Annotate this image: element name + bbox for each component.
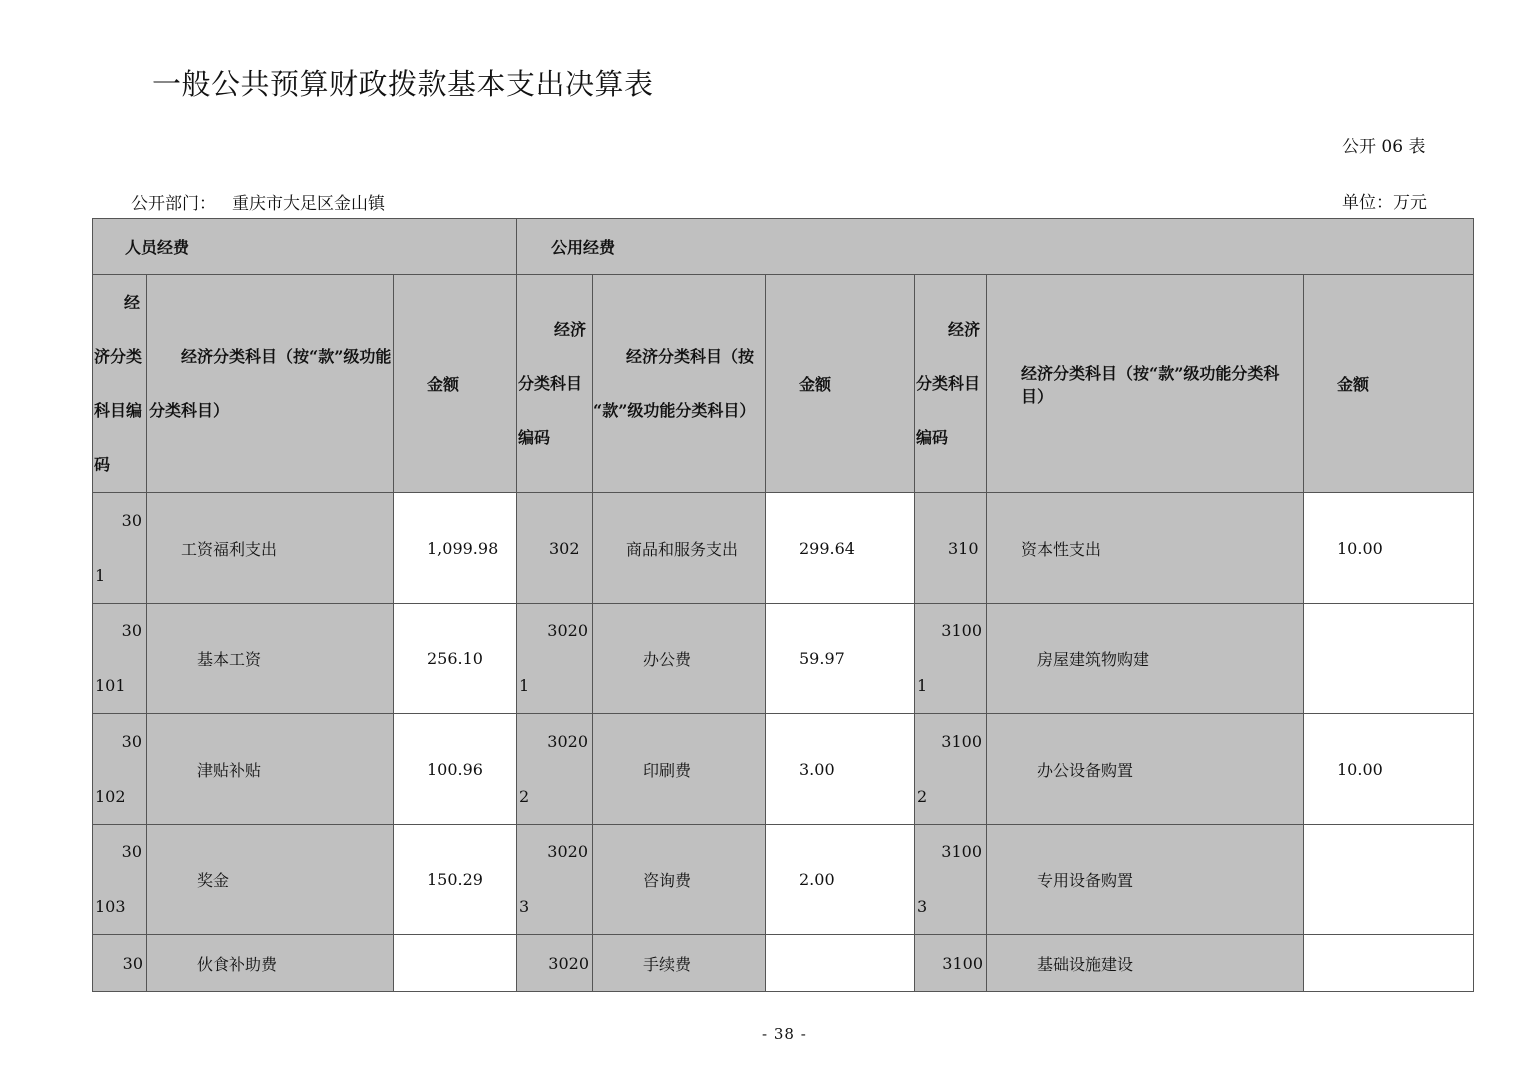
header-name-goods-line: 经济分类科目（按 xyxy=(626,347,755,366)
header-name-goods-line: “款”级功能分类科目） xyxy=(593,401,756,420)
personnel-name-cell: 工资福利支出 xyxy=(147,493,394,604)
header-code-capital-line: 经济 xyxy=(947,320,980,339)
code-line: 3020 xyxy=(547,842,588,862)
code-line: 3100 xyxy=(941,621,982,641)
page-title: 一般公共预算财政拨款基本支出决算表 xyxy=(152,67,654,101)
capital-amount-cell xyxy=(1304,604,1474,714)
code-line: 103 xyxy=(95,897,126,917)
personnel-code-cell xyxy=(93,604,147,714)
code-line: 3 xyxy=(519,897,530,917)
personnel-name-cell: 基本工资 xyxy=(147,604,394,714)
capital-name-cell: 基础设施建设 xyxy=(987,935,1304,992)
header-amount-capital: 金额 xyxy=(1304,275,1474,493)
capital-name-cell: 办公设备购置 xyxy=(987,714,1304,825)
personnel-name-cell: 奖金 xyxy=(147,825,394,935)
expenditure-table xyxy=(92,218,1474,992)
table-row xyxy=(93,714,1474,825)
header-code-goods-line: 编码 xyxy=(518,428,551,447)
personnel-amount-cell: 256.10 xyxy=(394,604,517,714)
personnel-amount-cell: 1,099.98 xyxy=(394,493,517,604)
code-line: 102 xyxy=(95,786,126,806)
header-name-capital: 经济分类科目（按“款”级功能分类科目） xyxy=(987,275,1304,493)
section-personnel: 人员经费 xyxy=(93,219,517,275)
code-line: 101 xyxy=(95,676,126,696)
section-header-row xyxy=(93,219,1474,275)
code-line: 2 xyxy=(519,786,530,806)
header-name-personnel-line: 分类科目） xyxy=(149,401,230,420)
code-line: 1 xyxy=(95,565,106,585)
header-amount-personnel: 金额 xyxy=(394,275,517,493)
capital-name-cell: 资本性支出 xyxy=(987,493,1304,604)
capital-name-cell: 专用设备购置 xyxy=(987,825,1304,935)
goods-amount-cell: 299.64 xyxy=(766,493,915,604)
code-line: 30 xyxy=(121,621,142,641)
header-code-personnel-line: 码 xyxy=(94,455,111,474)
table-row xyxy=(93,935,1474,992)
goods-name-cell: 印刷费 xyxy=(593,714,766,825)
personnel-amount-cell: 150.29 xyxy=(394,825,517,935)
personnel-code-cell: 30 xyxy=(93,935,147,992)
personnel-amount-cell: 100.96 xyxy=(394,714,517,825)
department-name: 重庆市大足区金山镇 xyxy=(232,194,385,214)
page-number: - 38 - xyxy=(762,1025,807,1043)
code-line: 3020 xyxy=(547,621,588,641)
capital-amount-cell xyxy=(1304,935,1474,992)
capital-amount-cell: 10.00 xyxy=(1304,714,1474,825)
personnel-amount-cell xyxy=(394,935,517,992)
capital-amount-cell: 10.00 xyxy=(1304,493,1474,604)
form-number: 公开 06 表 xyxy=(1342,137,1426,157)
header-name-personnel-line: 经济分类科目（按“款”级功能 xyxy=(181,347,392,366)
goods-amount-cell: 2.00 xyxy=(766,825,915,935)
goods-code-cell: 3020 xyxy=(517,935,593,992)
personnel-code-cell xyxy=(93,714,147,825)
goods-code-cell xyxy=(517,714,593,825)
personnel-code-cell xyxy=(93,493,147,604)
header-code-capital-line: 分类科目 xyxy=(916,374,981,393)
code-line: 30 xyxy=(121,510,142,530)
table-row xyxy=(93,493,1474,604)
personnel-name-cell: 伙食补助费 xyxy=(147,935,394,992)
header-code-personnel-line: 济分类 xyxy=(94,347,143,366)
department-label: 公开部门： xyxy=(131,194,216,214)
header-code-goods xyxy=(517,275,593,493)
capital-code-cell: 3100 xyxy=(915,935,987,992)
code-line: 2 xyxy=(917,786,928,806)
header-code-personnel-line: 经 xyxy=(123,293,140,312)
code-line: 3 xyxy=(917,897,928,917)
goods-code-cell xyxy=(517,825,593,935)
code-line: 30 xyxy=(121,731,142,751)
header-name-personnel xyxy=(147,275,394,493)
header-code-personnel xyxy=(93,275,147,493)
header-code-capital xyxy=(915,275,987,493)
capital-code-cell: 310 xyxy=(915,493,987,604)
goods-amount-cell xyxy=(766,935,915,992)
code-line: 3100 xyxy=(941,731,982,751)
department-line xyxy=(131,189,385,214)
code-line: 1 xyxy=(917,676,928,696)
goods-name-cell: 商品和服务支出 xyxy=(593,493,766,604)
personnel-name-cell: 津贴补贴 xyxy=(147,714,394,825)
header-code-capital-line: 编码 xyxy=(916,428,949,447)
code-line: 30 xyxy=(121,842,142,862)
unit-label: 单位：万元 xyxy=(1342,193,1427,213)
header-code-goods-line: 分类科目 xyxy=(518,374,583,393)
code-line: 1 xyxy=(519,676,530,696)
goods-amount-cell: 3.00 xyxy=(766,714,915,825)
header-code-personnel-line: 科目编 xyxy=(94,401,143,420)
capital-code-cell xyxy=(915,714,987,825)
capital-name-cell: 房屋建筑物购建 xyxy=(987,604,1304,714)
capital-amount-cell xyxy=(1304,825,1474,935)
goods-name-cell: 咨询费 xyxy=(593,825,766,935)
header-name-goods xyxy=(593,275,766,493)
table-row xyxy=(93,604,1474,714)
table-row xyxy=(93,825,1474,935)
goods-code-cell xyxy=(517,604,593,714)
capital-code-cell xyxy=(915,825,987,935)
goods-name-cell: 手续费 xyxy=(593,935,766,992)
capital-code-cell xyxy=(915,604,987,714)
code-line: 3020 xyxy=(547,731,588,751)
goods-name-cell: 办公费 xyxy=(593,604,766,714)
header-amount-goods: 金额 xyxy=(766,275,915,493)
personnel-code-cell xyxy=(93,825,147,935)
code-line: 3100 xyxy=(941,842,982,862)
column-header-row xyxy=(93,275,1474,493)
goods-amount-cell: 59.97 xyxy=(766,604,915,714)
header-code-goods-line: 经济 xyxy=(553,320,586,339)
section-public: 公用经费 xyxy=(517,219,1474,275)
goods-code-cell: 302 xyxy=(517,493,593,604)
